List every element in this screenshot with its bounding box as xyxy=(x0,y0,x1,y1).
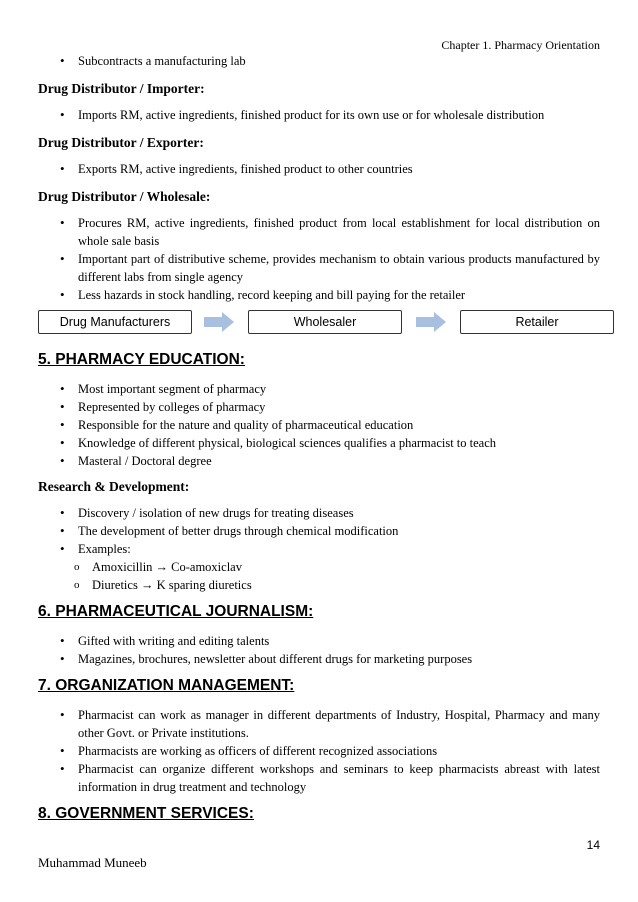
list-item: o Diuretics → K sparing diuretics xyxy=(38,576,600,594)
list-item: • Imports RM, active ingredients, finished product for its own use or for wholesale distribution xyxy=(38,106,600,124)
list-item: • Most important segment of pharmacy xyxy=(38,380,600,398)
list-item: • The development of better drugs through chemical modification xyxy=(38,522,600,540)
management-bullets xyxy=(38,706,600,796)
wholesale-bullets xyxy=(38,214,600,304)
list-item: • Represented by colleges of pharmacy xyxy=(38,398,600,416)
education-bullets xyxy=(38,380,600,470)
journalism-bullets xyxy=(38,632,600,668)
list-item: • Procures RM, active ingredients, finished product from local establishment for local distribution on whole sale basis xyxy=(38,214,600,250)
running-header: Chapter 1. Pharmacy Orientation xyxy=(441,38,600,52)
research-examples xyxy=(38,558,600,594)
list-item: • Subcontracts a manufacturing lab xyxy=(38,52,600,70)
research-title: Research & Development: xyxy=(38,479,190,494)
manufacturer-bullets xyxy=(38,52,600,70)
list-item: • Gifted with writing and editing talents xyxy=(38,632,600,650)
flow-step-manufacturers: Drug Manufacturers xyxy=(38,310,192,334)
list-item: • Pharmacist can work as manager in different departments of Industry, Hospital, Pharmacy and many other Govt. or Private institutions. xyxy=(38,706,600,742)
exporter-bullets xyxy=(38,160,600,178)
page-number: 14 xyxy=(586,838,600,852)
list-item: • Less hazards in stock handling, record keeping and bill paying for the retailer xyxy=(38,286,600,304)
wholesale-title: Drug Distributor / Wholesale: xyxy=(38,189,211,204)
importer-title: Drug Distributor / Importer: xyxy=(38,81,205,96)
list-item: • Exports RM, active ingredients, finished product to other countries xyxy=(38,160,600,178)
flow-step-wholesaler: Wholesaler xyxy=(248,310,402,334)
flow-step-retailer: Retailer xyxy=(460,310,614,334)
list-item: • Responsible for the nature and quality of pharmaceutical education xyxy=(38,416,600,434)
research-bullets xyxy=(38,504,600,558)
flow-arrow-icon xyxy=(416,312,446,332)
list-item: • Pharmacist can organize different workshops and seminars to keep pharmacists abreast with latest information in drug treatment and technology xyxy=(38,760,600,796)
footer-author: Muhammad Muneeb xyxy=(38,855,147,870)
section-heading-government: 8. GOVERNMENT SERVICES: xyxy=(38,805,254,822)
list-item: • Examples: xyxy=(38,540,600,558)
section-heading-journalism: 6. PHARMACEUTICAL JOURNALISM: xyxy=(38,603,314,620)
list-item: • Discovery / isolation of new drugs for treating diseases xyxy=(38,504,600,522)
list-item: • Knowledge of different physical, biological sciences qualifies a pharmacist to teach xyxy=(38,434,600,452)
section-heading-management: 7. ORGANIZATION MANAGEMENT: xyxy=(38,677,295,694)
page-body xyxy=(38,52,600,824)
importer-bullets xyxy=(38,106,600,124)
distribution-flow-diagram xyxy=(38,310,600,336)
list-item: o Amoxicillin → Co-amoxiclav xyxy=(38,558,600,576)
list-item: • Magazines, brochures, newsletter about different drugs for marketing purposes xyxy=(38,650,600,668)
list-item: • Pharmacists are working as officers of different recognized associations xyxy=(38,742,600,760)
list-item: • Masteral / Doctoral degree xyxy=(38,452,600,470)
list-item: • Important part of distributive scheme, provides mechanism to obtain various products manufactured by different labs from single agency xyxy=(38,250,600,286)
section-heading-education: 5. PHARMACY EDUCATION: xyxy=(38,351,245,368)
flow-arrow-icon xyxy=(204,312,234,332)
exporter-title: Drug Distributor / Exporter: xyxy=(38,135,204,150)
